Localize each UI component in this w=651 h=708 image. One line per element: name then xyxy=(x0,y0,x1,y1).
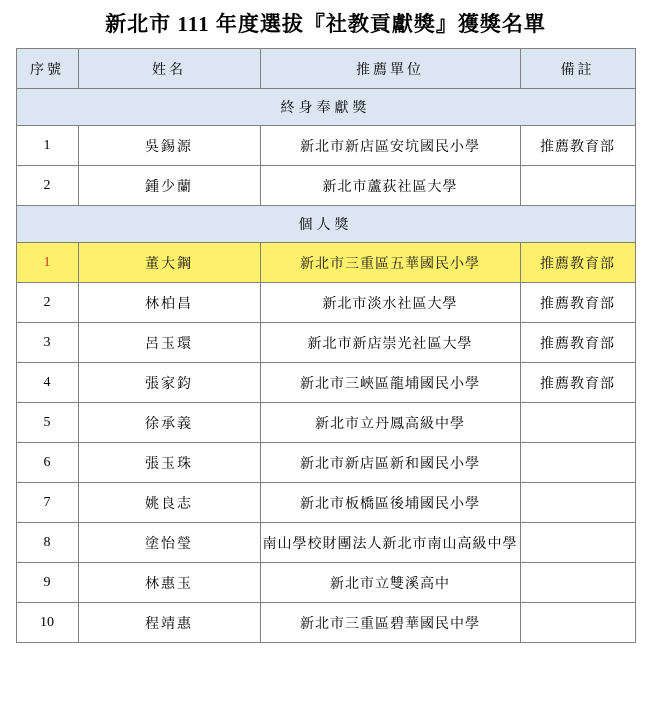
cell-note: 推薦教育部 xyxy=(520,363,635,403)
cell-unit: 新北市三重區碧華國民中學 xyxy=(260,603,520,643)
cell-name: 董大鋼 xyxy=(78,243,260,283)
cell-no: 6 xyxy=(16,443,78,483)
cell-unit: 新北市新店區新和國民小學 xyxy=(260,443,520,483)
table-row xyxy=(16,443,635,483)
cell-unit: 新北市立雙溪高中 xyxy=(260,563,520,603)
cell-unit: 新北市立丹鳳高級中學 xyxy=(260,403,520,443)
cell-no: 3 xyxy=(16,323,78,363)
cell-note xyxy=(520,563,635,603)
cell-no: 1 xyxy=(16,243,78,283)
cell-no: 1 xyxy=(16,126,78,166)
cell-unit: 新北市新店崇光社區大學 xyxy=(260,323,520,363)
cell-unit: 南山學校財團法人新北市南山高級中學 xyxy=(260,523,520,563)
cell-note xyxy=(520,523,635,563)
cell-unit: 新北市新店區安坑國民小學 xyxy=(260,126,520,166)
section-label: 個人獎 xyxy=(16,206,635,243)
cell-name: 程靖惠 xyxy=(78,603,260,643)
cell-name: 吳錫源 xyxy=(78,126,260,166)
column-header-note: 備註 xyxy=(520,49,635,89)
section-label: 終身奉獻獎 xyxy=(16,89,635,126)
cell-unit: 新北市蘆荻社區大學 xyxy=(260,166,520,206)
award-list-table xyxy=(16,48,636,643)
cell-name: 張家鈞 xyxy=(78,363,260,403)
cell-note: 推薦教育部 xyxy=(520,283,635,323)
cell-name: 姚良志 xyxy=(78,483,260,523)
table-row xyxy=(16,603,635,643)
cell-note xyxy=(520,166,635,206)
cell-name: 呂玉環 xyxy=(78,323,260,363)
cell-no: 2 xyxy=(16,283,78,323)
cell-no: 10 xyxy=(16,603,78,643)
table-row xyxy=(16,243,635,283)
cell-name: 林惠玉 xyxy=(78,563,260,603)
table-row xyxy=(16,483,635,523)
cell-no: 4 xyxy=(16,363,78,403)
table-row xyxy=(16,126,635,166)
cell-note: 推薦教育部 xyxy=(520,126,635,166)
cell-note xyxy=(520,403,635,443)
table-row xyxy=(16,403,635,443)
cell-name: 塗怡瑩 xyxy=(78,523,260,563)
table-header xyxy=(16,49,635,89)
column-header-name: 姓名 xyxy=(78,49,260,89)
cell-note xyxy=(520,603,635,643)
cell-unit: 新北市三重區五華國民小學 xyxy=(260,243,520,283)
cell-no: 9 xyxy=(16,563,78,603)
cell-no: 5 xyxy=(16,403,78,443)
cell-name: 張玉珠 xyxy=(78,443,260,483)
section-header-row xyxy=(16,89,635,126)
section-header-row xyxy=(16,206,635,243)
cell-unit: 新北市淡水社區大學 xyxy=(260,283,520,323)
document-page xyxy=(0,8,651,708)
cell-no: 2 xyxy=(16,166,78,206)
cell-unit: 新北市三峽區龍埔國民小學 xyxy=(260,363,520,403)
cell-name: 鍾少蘭 xyxy=(78,166,260,206)
cell-note xyxy=(520,443,635,483)
table-body xyxy=(16,89,635,643)
cell-no: 7 xyxy=(16,483,78,523)
page-title: 新北市 111 年度選拔『社教貢獻獎』獲獎名單 xyxy=(105,12,546,36)
column-header-unit: 推薦單位 xyxy=(260,49,520,89)
cell-note: 推薦教育部 xyxy=(520,323,635,363)
cell-note xyxy=(520,483,635,523)
cell-note: 推薦教育部 xyxy=(520,243,635,283)
table-row xyxy=(16,323,635,363)
cell-name: 徐承義 xyxy=(78,403,260,443)
cell-no: 8 xyxy=(16,523,78,563)
table-row xyxy=(16,363,635,403)
table-row xyxy=(16,166,635,206)
cell-unit: 新北市板橋區後埔國民小學 xyxy=(260,483,520,523)
table-row xyxy=(16,523,635,563)
table-header-row xyxy=(16,49,635,89)
cell-name: 林柏昌 xyxy=(78,283,260,323)
column-header-no: 序號 xyxy=(16,49,78,89)
table-row xyxy=(16,563,635,603)
table-row xyxy=(16,283,635,323)
